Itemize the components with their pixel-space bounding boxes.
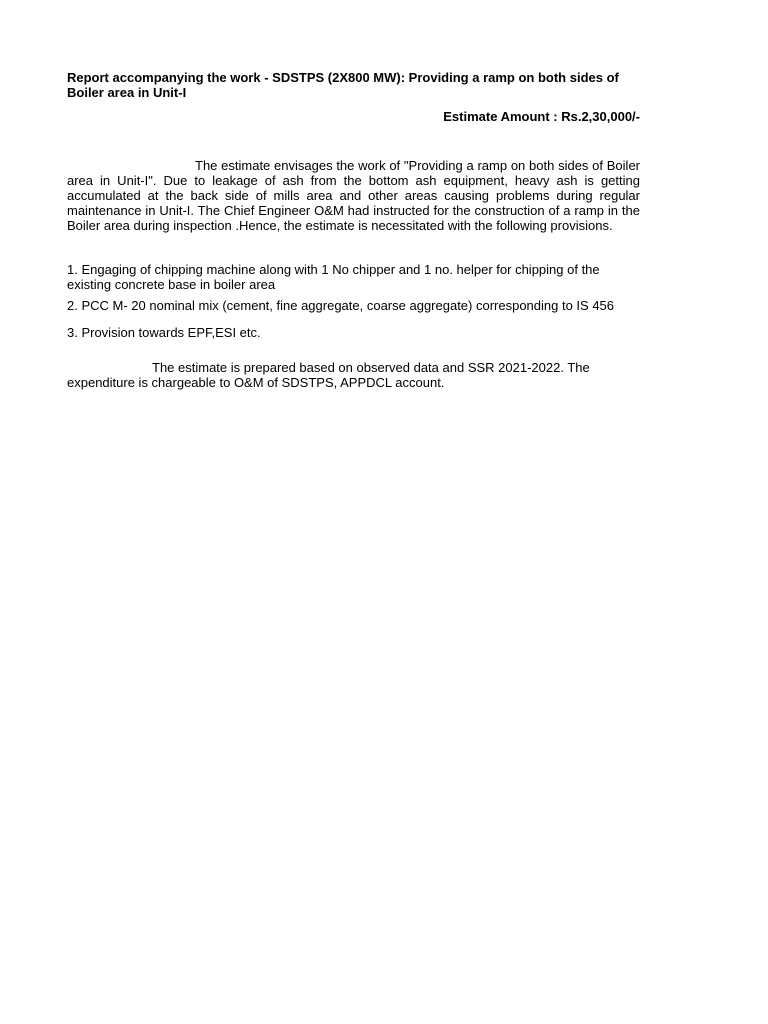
estimate-amount: Estimate Amount : Rs.2,30,000/- bbox=[443, 109, 640, 124]
provisions-list bbox=[67, 262, 640, 340]
provision-item-2: 2. PCC M- 20 nominal mix (cement, fine aggregate, coarse aggregate) corresponding to IS 456 bbox=[67, 298, 615, 313]
intro-paragraph: The estimate envisages the work of "Providing a ramp on both sides of Boiler area in Unit-I". Due to leakage of ash from the bottom ash equipment, heavy ash is getting accumulated at the back side of mills area and other areas causing problems during regular maintenance in Unit-I. The Chief Engineer O&M had instructed for the construction of a ramp in the Boiler area during inspection .Hence, the estimate is necessitated with the following provisions. bbox=[67, 158, 640, 233]
report-title: Report accompanying the work - SDSTPS (2X800 MW): Providing a ramp on both sides of Boiler area in Unit-I bbox=[67, 70, 619, 100]
document-page bbox=[67, 70, 640, 403]
closing-paragraph: The estimate is prepared based on observed data and SSR 2021-2022. The expenditure is chargeable to O&M of SDSTPS, APPDCL account. bbox=[67, 360, 590, 390]
provision-item-3: 3. Provision towards EPF,ESI etc. bbox=[67, 325, 261, 340]
provision-item-1: 1. Engaging of chipping machine along with 1 No chipper and 1 no. helper for chipping of the existing concrete base in boiler area bbox=[67, 262, 600, 292]
